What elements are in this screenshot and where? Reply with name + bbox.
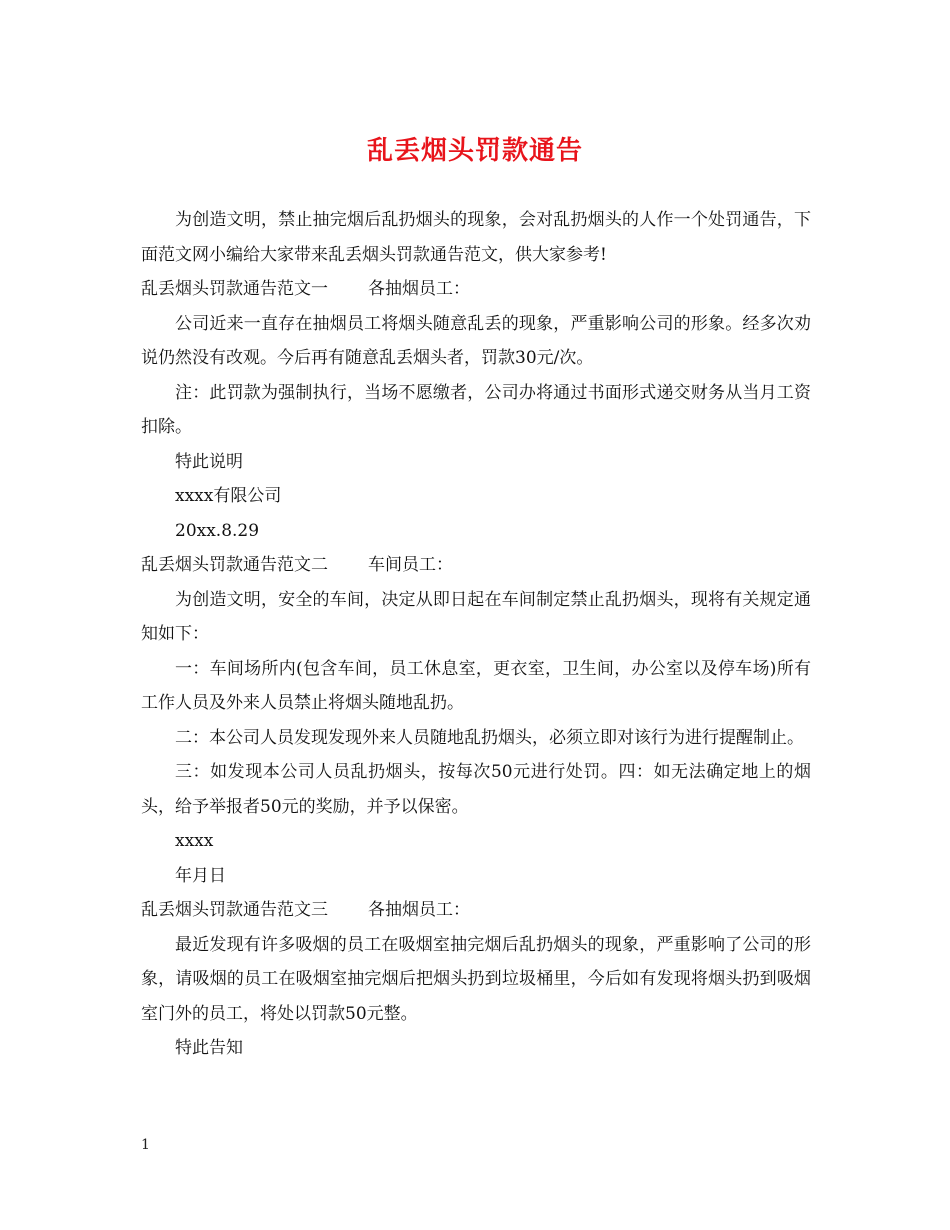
sample2-company: xxxx (175, 831, 214, 851)
sample2-item1: 一：车间场所内(包含车间，员工休息室，更衣室，卫生间，办公室以及停车场)所有工作人员及外来人员禁止将烟头随地乱扔。 (141, 658, 811, 713)
sample2-heading: 乱丢烟头罚款通告范文二 (141, 555, 328, 575)
sample2-date: 年月日 (175, 865, 226, 886)
sample1-body: 公司近来一直存在抽烟员工将烟头随意乱丢的现象，严重影响公司的形象。经多次劝说仍然没有改观。今后再有随意乱丢烟头者，罚款30元/次。 (141, 313, 811, 368)
sample1-note: 注：此罚款为强制执行，当场不愿缴者，公司办将通过书面形式递交财务从当月工资扣除。 (141, 382, 811, 437)
page-number: 1 (141, 1137, 150, 1153)
sample3-body: 最近发现有许多吸烟的员工在吸烟室抽完烟后乱扔烟头的现象，严重影响了公司的形象，请吸烟的员工在吸烟室抽完烟后把烟头扔到垃圾桶里，今后如有发现将烟头扔到吸烟室门外的员工，将处以罚款50元整。 (141, 934, 811, 1024)
sample2-body: 为创造文明，安全的车间，决定从即日起在车间制定禁止乱扔烟头，现将有关规定通知如下： (141, 589, 811, 644)
sample1-recipient: 各抽烟员工： (368, 279, 470, 299)
document-body (141, 203, 811, 1066)
sample3-heading: 乱丢烟头罚款通告范文三 (141, 900, 328, 920)
sample3-closing: 特此告知 (175, 1038, 243, 1058)
intro-paragraph: 为创造文明，禁止抽完烟后乱扔烟头的现象，会对乱扔烟头的人作一个处罚通告，下面范文网小编给大家带来乱丢烟头罚款通告范文，供大家参考! (141, 210, 811, 265)
sample2-recipient: 车间员工： (368, 555, 453, 575)
sample1-heading: 乱丢烟头罚款通告范文一 (141, 279, 328, 299)
sample1-heading-line (141, 272, 811, 307)
sample3-recipient: 各抽烟员工： (368, 900, 470, 920)
sample1-date: 20xx.8.29 (175, 520, 260, 541)
sample3-heading-line (141, 893, 811, 928)
document-title: 乱丢烟头罚款通告 (366, 136, 583, 166)
sample2-item3: 三：如发现本公司人员乱扔烟头，按每次50元进行处罚。四：如无法确定地上的烟头，给予举报者50元的奖励，并予以保密。 (141, 762, 811, 817)
sample2-item2: 二：本公司人员发现发现外来人员随地乱扔烟头，必须立即对该行为进行提醒制止。 (175, 727, 804, 748)
sample1-company: xxxx有限公司 (175, 486, 282, 506)
sample2-heading-line (141, 548, 811, 583)
sample1-closing: 特此说明 (175, 451, 243, 472)
